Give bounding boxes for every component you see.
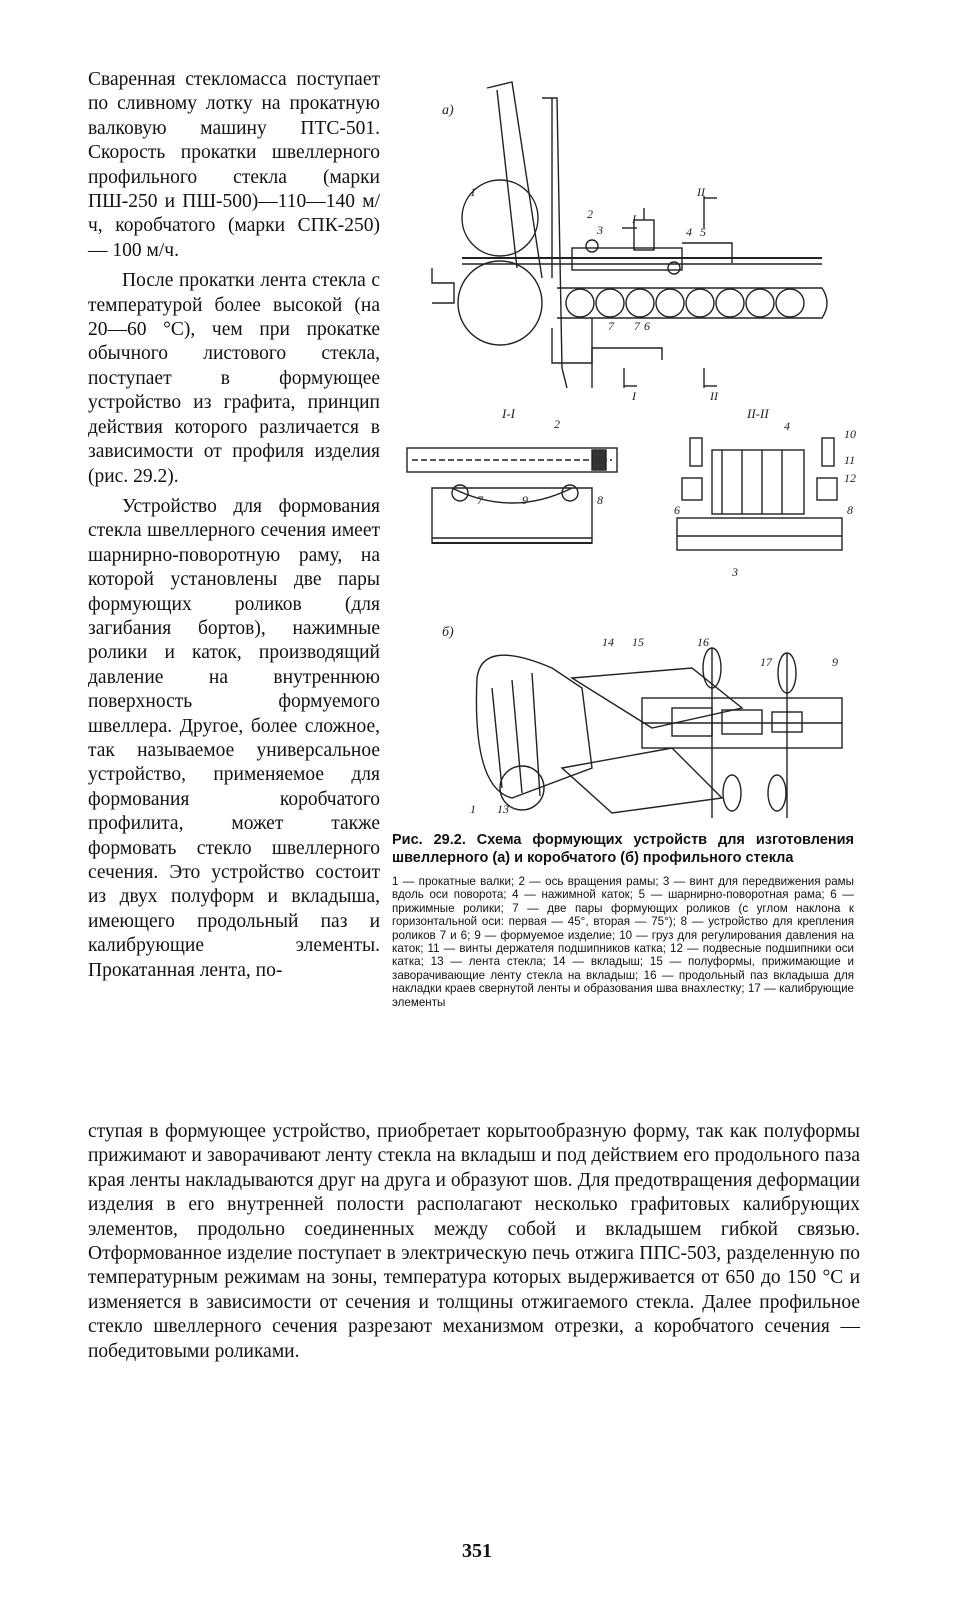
section-title-II-II: II-II <box>747 406 769 421</box>
callout-8-section-b: 8 <box>847 503 853 517</box>
pressure-roller <box>712 450 804 514</box>
full-width-text <box>88 1120 860 1364</box>
glass-ribbon <box>476 655 592 798</box>
paragraph-continuation: ступая в формующее устройство, приобретает корытообразную форму, так как полуформы прижимают и заворачивают ленту стекла на вкладыш и под действием его продольного паза края ленты накладываются друг на друга и образуют шов. Для предотвращения деформации изделия в его внутренней полости располагают несколько графитовых калибрующих элементов, продольно соединенных между собой и вкладышем гибкой связью. Отформованное изделие поступает в электрическую печь отжига ППС-503, разделенную по температурным режимам на зоны, температура которых выдерживается от 650 до 150 °С и изменяется в зависимости от сечения и толщины отжигаемого стекла. Далее профильное стекло швеллерного сечения разрезают механизмом отрезки, а коробчатого сечения — победитовыми роликами. <box>88 1121 860 1362</box>
figure-caption <box>392 832 854 1009</box>
callout-11: 11 <box>844 453 856 467</box>
paragraph-3: Устройство для формования стекла швеллерного сечения имеет шарнирно-поворотную раму, на которой установлены две пары формующих роликов (для загибания бортов), нажимные ролики и каток, производящий давление на внутреннюю поверхность формуемого швеллера. Другое, более сложное, так называемое универсальное устройство, применяемое для формования коробчатого профилита, может также формовать стекло швеллерного сечения. Это устройство состоит из двух полуформ и вкладыша, имеющего продольный паз и калибрующие элементы. Прокатанная лента, по- <box>88 495 380 981</box>
paragraph-2: После прокатки лента стекла с температурой более высокой (на 20—60 °С), чем при прокатке обычного листового стекла, поступает в формующее устройство из графита, принцип действия которого различается в зависимости от профиля изделия (рис. 29.2). <box>88 270 380 487</box>
callout-10: 10 <box>844 427 856 441</box>
callout-1-b: 1 <box>470 802 476 816</box>
callout-8-section: 8 <box>597 493 603 507</box>
callout-16: 16 <box>697 635 709 649</box>
callout-6-section: 6 <box>674 503 680 517</box>
callout-9-b: 9 <box>832 655 838 669</box>
figure-29-2 <box>392 68 862 818</box>
callout-6: 6 <box>644 319 650 333</box>
callout-3-section: 3 <box>732 565 738 579</box>
section-title-I-I: I-I <box>502 406 515 421</box>
callout-5: 5 <box>700 225 706 239</box>
callout-3: 3 <box>597 223 603 237</box>
section-mark-II-bottom: II <box>710 389 718 403</box>
callout-7b: 7 <box>634 319 640 333</box>
section-mark-I-bottom: I <box>632 389 636 403</box>
caption-title: Рис. 29.2. Схема формующих устройств для изготовления швеллерного (а) и коробчатого (б) профильного стекла <box>392 832 854 866</box>
callout-13: 13 <box>497 802 509 816</box>
left-text-column <box>88 68 380 983</box>
callout-1: 1 <box>470 185 476 199</box>
callout-4: 4 <box>686 225 692 239</box>
callout-12: 12 <box>844 471 856 485</box>
rolling-roll-bottom <box>458 261 542 345</box>
callout-17: 17 <box>760 655 772 669</box>
fig-label-a: а) <box>442 103 454 118</box>
callout-2: 2 <box>587 207 593 221</box>
caption-legend: 1 — прокатные валки; 2 — ось вращения рамы; 3 — винт для передвижения рамы вдоль оси поворота; 4 — нажимной каток; 5 — шарнирно-поворотная рама; 6 — прижимные ролики; 7 — две пары формующих роликов (с углом наклона к горизонтальной оси: первая — 45°, вторая — 75°); 8 — устройство для крепления роликов 7 и 6; 9 — формуемое изделие; 10 — груз для регулирования давления на каток; 11 — винты держателя подшипников катка; 12 — подвесные подшипники оси катка; 13 — лента стекла; 14 — вкладыш; 15 — полуформы, прижимающие и заворачивающие ленту стекла на вкладыш; 16 — продольный паз вкладыша для накладки краев свернутой ленты и образования шва внахлестку; 17 — калибрующие элементы <box>392 875 854 1009</box>
callout-4-section: 4 <box>784 419 790 433</box>
callout-7-section: 7 <box>477 493 483 507</box>
callout-14: 14 <box>602 635 614 649</box>
callout-7: 7 <box>608 319 614 333</box>
fig-label-b: б) <box>442 625 454 640</box>
section-mark-II-top: II <box>697 185 705 199</box>
paragraph-1: Сваренная стекломасса поступает по сливному лотку на прокатную валковую машину ПТС-501. Скорость прокатки швеллерного профильного стекла (марки ПШ-250 и ПШ-500)—110—140 м/ч, коробчатого (марки СПК-250) — 100 м/ч. <box>88 69 380 261</box>
callout-9-section: 9 <box>522 493 528 507</box>
callout-2-section: 2 <box>554 417 560 431</box>
section-mark-I-top: I <box>632 212 636 226</box>
page-number: 351 <box>462 1540 492 1562</box>
half-mold-bottom <box>562 748 722 813</box>
callout-15: 15 <box>632 635 644 649</box>
